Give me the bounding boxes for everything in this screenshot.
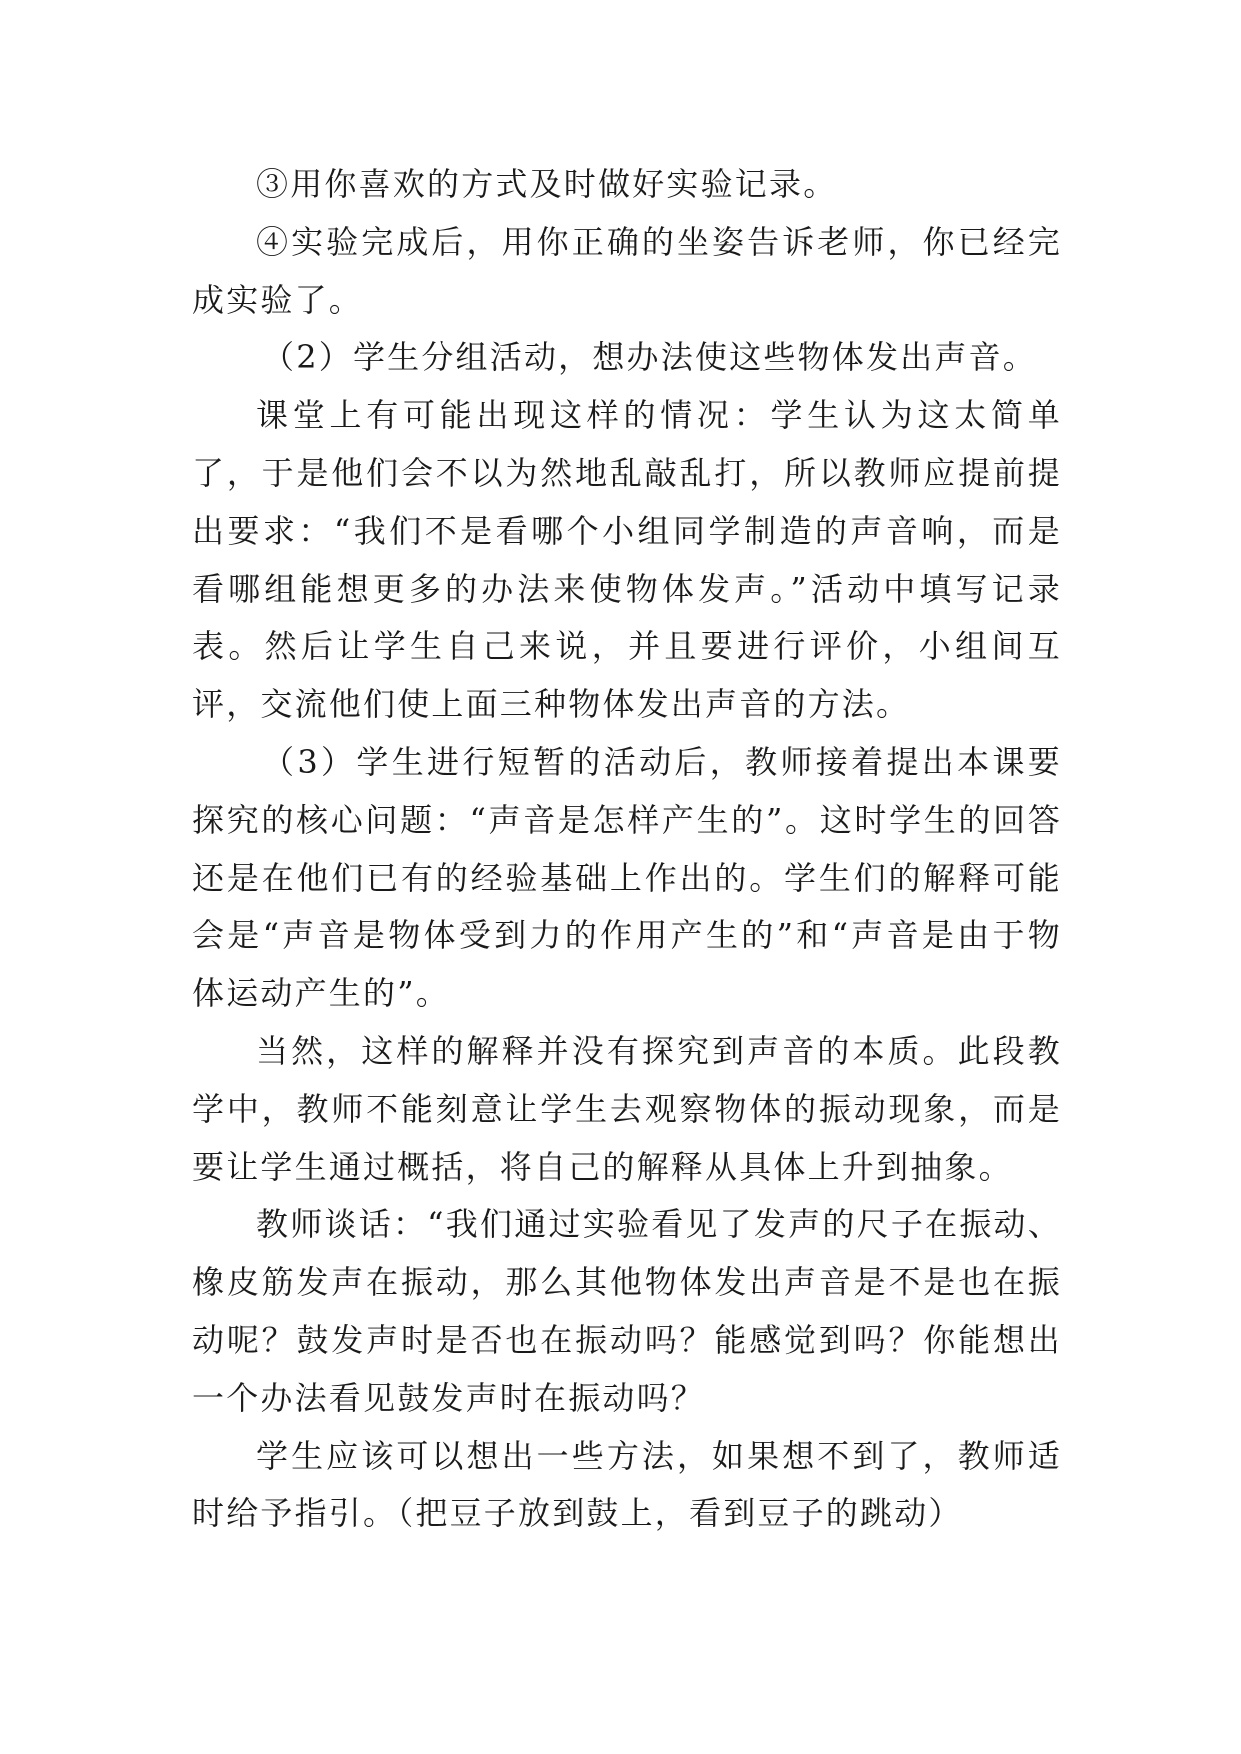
paragraph-step-3: ③用你喜欢的方式及时做好实验记录。 [256,165,838,203]
paragraph-group-activity: （2）学生分组活动，想办法使这些物体发出声音。 [262,338,1037,377]
paragraph-core-question: （3）学生进行短暂的活动后，教师接着提出本课要探究的核心问题：“声音是怎样产生的”。这时学生的回答还是在他们已有的经验基础上作出的。学生们的解释可能会是“声音是物体受到力的作用产生的”和“声音是由于物体运动产生的”。 [192,742,1062,1013]
paragraph-classroom-situation: 课堂上有可能出现这样的情况：学生认为这太简单了，于是他们会不以为然地乱敲乱打，所以教师应提前提出要求：“我们不是看哪个小组同学制造的声音响，而是看哪组能想更多的办法来使物体发声。”活动中填写记录表。然后让学生自己来说，并且要进行评价，小组间互评，交流他们使上面三种物体发出声音的方法。 [192,396,1062,724]
paragraph-teacher-talk: 教师谈话：“我们通过实验看见了发声的尺子在振动、橡皮筋发声在振动，那么其他物体发出声音是不是也在振动呢？鼓发声时是否也在振动吗？能感觉到吗？你能想出一个办法看见鼓发声时在振动吗？ [192,1205,1062,1417]
paragraph-step-4: ④实验完成后，用你正确的坐姿告诉老师，你已经完成实验了。 [192,222,1062,319]
paragraph-essence: 当然，这样的解释并没有探究到声音的本质。此段教学中，教师不能刻意让学生去观察物体的振动现象，而是要让学生通过概括，将自己的解释从具体上升到抽象。 [192,1031,1062,1186]
body-text [192,156,1062,1543]
paragraph-guidance: 学生应该可以想出一些方法，如果想不到了，教师适时给予指引。（把豆子放到鼓上，看到豆子的跳动） [192,1436,1062,1533]
